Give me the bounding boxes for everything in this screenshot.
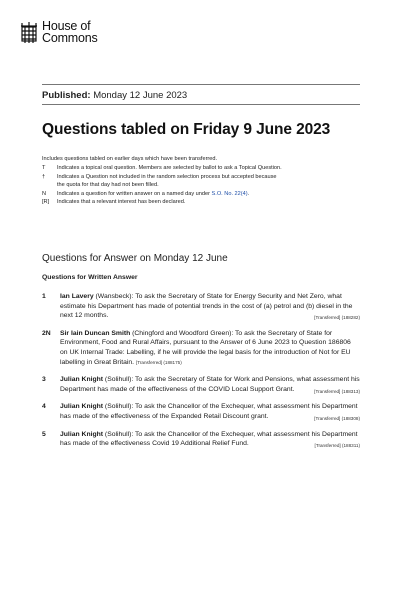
question-text: [60, 402, 360, 421]
logo-line-1: House of: [42, 19, 91, 33]
member-name: Ian Lavery: [60, 293, 94, 300]
member-name: Julian Knight: [60, 403, 104, 411]
constituency: (Chingford and Woodford Green):: [130, 329, 236, 337]
key-description: Indicates that a relevant interest has been declared.: [57, 199, 186, 206]
member-name: Sir Iain Duncan Smith: [60, 329, 131, 337]
question-text: [60, 329, 360, 367]
constituency: (Solihull):: [103, 376, 136, 384]
question-body: To ask the Chancellor of the Exchequer, what assessment his Department has made of the effectiveness Covid 19 Additional Relief Fund.: [60, 430, 358, 448]
question-reference: [Transferred] (188308): [314, 415, 360, 421]
logo-line-2: Commons: [42, 31, 98, 45]
key-description: [57, 190, 362, 199]
published-label: Published:: [42, 90, 91, 101]
question-text: [60, 375, 360, 394]
house-of-commons-logo: [20, 20, 98, 45]
divider-bottom: [42, 104, 360, 105]
constituency: (Solihull):: [103, 403, 136, 411]
key-description: Indicates a Question not included in the random selection process but accepted because the quota for that day had not been filled.: [57, 173, 277, 189]
question-item: [42, 292, 360, 321]
question-item: [42, 402, 360, 421]
question-reference: [Transferred] (188175): [135, 359, 182, 365]
section-title: Questions for Answer on Monday 12 June: [42, 253, 228, 264]
standing-order-link[interactable]: S.O. No. 22(4): [211, 190, 248, 197]
published-date: Monday 12 June 2023: [93, 90, 188, 101]
key-row-quota: [42, 173, 362, 190]
page-title: Questions tabled on Friday 9 June 2023: [42, 121, 331, 138]
question-number: 2N: [42, 329, 51, 337]
question-number: 3: [42, 376, 46, 384]
key-symbol: T: [42, 165, 46, 171]
question-item: [42, 375, 360, 394]
question-number: 1: [42, 293, 46, 300]
key-description: Indicates a topical oral question. Members are selected by ballot to ask a Topical Question.: [57, 165, 282, 171]
question-body: To ask the Chancellor of the Exchequer, what assessment his Department has made of the effectiveness of the Expanded Retail Discount grant.: [60, 403, 358, 420]
key-symbol: [R]: [42, 199, 50, 206]
question-body: To ask the Secretary of State for Environment, Food and Rural Affairs, pursuant to the Answer of 6 June 2023 to Question 186806 on UK Internal Trade: Labelling, if he will provide the legal basis for the introduction of Not for EU labelling in Great Britain.: [60, 329, 351, 366]
intro-text: Includes questions tabled on earlier days which have been transferred.: [42, 156, 218, 162]
question-reference: [Transferred] (188311): [314, 443, 360, 449]
question-body: To ask the Secretary of State for Work and Pensions, what assessment his Department has made of the effectiveness of the COVID Local Support Grant.: [60, 376, 360, 393]
question-text: [60, 430, 360, 449]
key-symbol: N: [42, 190, 47, 197]
question-reference: [Transferred] (188313): [314, 388, 360, 394]
key-description-text: Indicates a question for written answer on a named day under: [57, 190, 212, 197]
member-name: Julian Knight: [60, 430, 104, 438]
question-body: To ask the Secretary of State for Energy Security and Net Zero, what estimate his Department has made of potential trends in the cost of (a) petrol and (b) diesel in the next 12 months.: [60, 293, 353, 320]
divider-top: [42, 84, 360, 85]
question-text: [60, 292, 360, 321]
constituency: (Solihull):: [103, 430, 136, 438]
key-row-topical: [42, 164, 362, 173]
key-symbol: †: [42, 173, 46, 180]
published-line: [42, 90, 187, 101]
portcullis-icon: [20, 21, 38, 45]
question-reference: [Transferred] (188282): [314, 315, 360, 321]
question-number: 4: [42, 403, 46, 411]
subsection-title: Questions for Written Answer: [42, 274, 138, 281]
question-item: [42, 430, 360, 449]
question-list: [42, 292, 360, 451]
key-row-relevant-interest: [42, 198, 362, 207]
key-description-end: .: [247, 190, 250, 197]
member-name: Julian Knight: [60, 376, 104, 384]
symbol-key: [42, 164, 362, 207]
question-number: 5: [42, 430, 46, 438]
logo-text: [42, 20, 98, 44]
constituency: (Wansbeck):: [93, 293, 136, 300]
question-item: [42, 329, 360, 367]
key-row-named-day: [42, 190, 362, 199]
